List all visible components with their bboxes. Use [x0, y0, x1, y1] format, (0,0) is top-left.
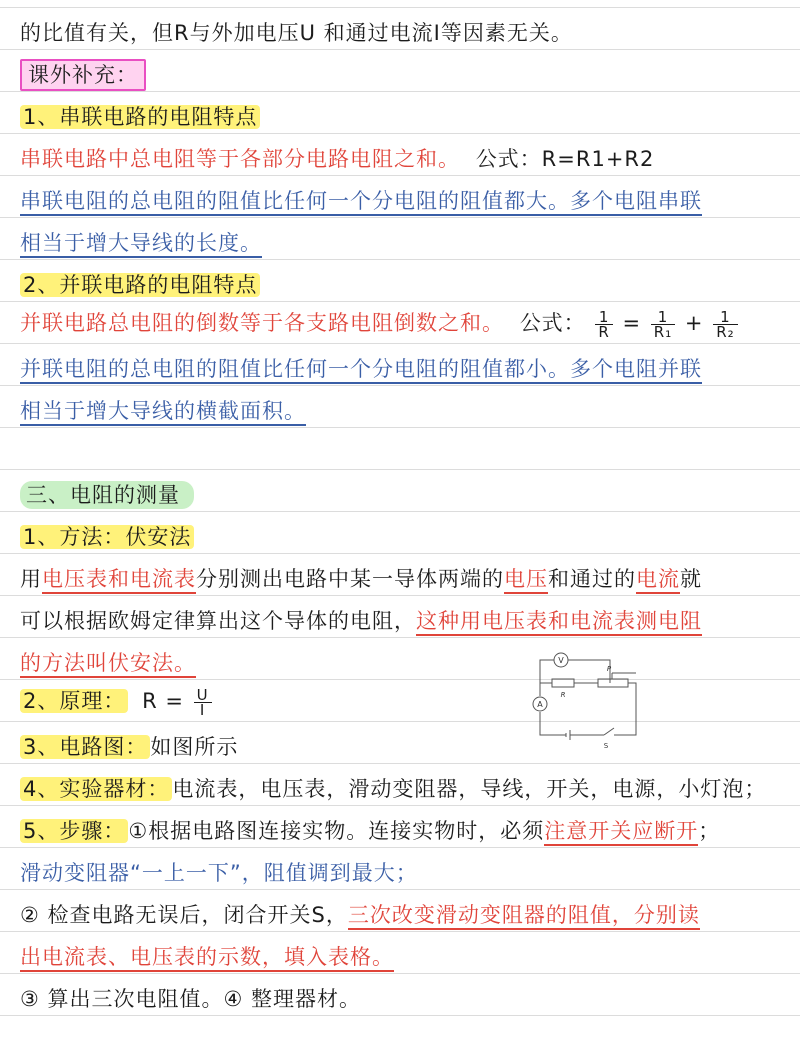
text-line — [20, 354, 782, 384]
voltmeter-label: V — [558, 656, 564, 665]
denominator: R₂ — [716, 322, 735, 341]
resistor-label: R — [560, 691, 566, 699]
numerator: 1 — [651, 310, 675, 325]
series-formula: 公式：R=R1+R2 — [475, 147, 655, 171]
text-line — [20, 228, 782, 258]
text-line — [20, 900, 782, 930]
highlight-step-2: 三次改变滑动变阻器的阻值，分别读 — [348, 903, 700, 930]
ohm-fraction — [194, 685, 212, 719]
ohm-formula-lhs: R = — [142, 689, 184, 713]
numerator: 1 — [595, 310, 612, 325]
parallel-formula-label: 公式： — [519, 311, 586, 335]
numerator: 1 — [713, 310, 737, 325]
parallel-explain: 并联电阻的总电阻的阻值比任何一个分电阻的阻值都小。多个电阻并联 — [20, 357, 702, 384]
formula-plus: + — [684, 311, 704, 335]
text-fragment: 分别测出电路中某一导体两端的 — [196, 567, 504, 591]
highlight-method-2: 的方法叫伏安法。 — [20, 651, 196, 678]
series-explain-2: 相当于增大导线的长度。 — [20, 231, 262, 258]
text-line — [20, 984, 782, 1014]
text-line — [20, 816, 782, 846]
formula-equals: = — [622, 311, 642, 335]
text-fragment: ； — [698, 819, 721, 843]
method-heading: 1、方法：伏安法 — [20, 525, 194, 549]
series-heading: 1、串联电路的电阻特点 — [20, 105, 260, 129]
denominator: R₁ — [653, 322, 673, 341]
highlight-voltage: 电压 — [504, 567, 548, 594]
text-line — [20, 18, 782, 48]
text-line — [20, 308, 782, 339]
text-line — [20, 522, 782, 552]
step-3-4: ③ 算出三次电阻值。④ 整理器材。 — [20, 987, 362, 1011]
formula-fraction — [595, 307, 612, 341]
step-2: ② 检查电路无误后，闭合开关S， — [20, 903, 348, 927]
switch-label: S — [603, 742, 609, 750]
parallel-heading: 2、并联电路的电阻特点 — [20, 273, 260, 297]
ammeter-label: A — [537, 700, 543, 709]
principle-heading: 2、原理： — [20, 689, 128, 713]
formula-fraction — [713, 307, 737, 341]
formula-fraction — [651, 307, 675, 341]
text-line — [20, 564, 782, 594]
text-line — [20, 774, 782, 804]
rheostat-label: P — [606, 665, 612, 673]
supplement-heading: 课外补充： — [20, 59, 146, 91]
text-fragment: 就 — [680, 567, 702, 591]
text-line — [20, 648, 782, 678]
diagram-note: 如图所示 — [150, 735, 239, 759]
highlight-switch-open: 注意开关应断开 — [544, 819, 698, 846]
text-line — [20, 480, 782, 510]
parallel-rule: 并联电路总电阻的倒数等于各支路电阻倒数之和。 — [20, 311, 504, 335]
text-line — [20, 686, 782, 717]
text-line — [20, 606, 782, 636]
step-1-rheostat: 滑动变阻器“一上一下”，阻值调到最大； — [20, 861, 418, 885]
highlight-step-2b: 出电流表、电压表的示数，填入表格。 — [20, 945, 394, 972]
section-heading-measurement: 三、电阻的测量 — [20, 481, 194, 509]
highlight-meters: 电压表和电流表 — [42, 567, 196, 594]
equipment-list: 电流表，电压表，滑动变阻器，导线，开关，电源，小灯泡； — [172, 777, 767, 801]
text-fragment: 可以根据欧姆定律算出这个导体的电阻， — [20, 609, 416, 633]
text-line — [20, 732, 782, 762]
text-line — [20, 270, 782, 300]
highlight-method: 这种用电压表和电流表测电阻 — [416, 609, 702, 636]
series-explain: 串联电阻的总电阻的阻值比任何一个分电阻的阻值都大。多个电阻串联 — [20, 189, 702, 216]
text-fragment: 和通过的 — [548, 567, 636, 591]
numerator: U — [194, 688, 212, 703]
text-line — [20, 942, 782, 972]
text-line — [20, 396, 782, 426]
parallel-explain-2: 相当于增大导线的横截面积。 — [20, 399, 306, 426]
text-fragment: 用 — [20, 567, 42, 591]
series-rule: 串联电路中总电阻等于各部分电路电阻之和。 — [20, 147, 460, 171]
diagram-heading: 3、电路图： — [20, 735, 150, 759]
equipment-heading: 4、实验器材： — [20, 777, 172, 801]
highlight-current: 电流 — [636, 567, 680, 594]
text-line — [20, 60, 782, 90]
text-line — [20, 186, 782, 216]
step-1: ①根据电路图连接实物。连接实物时，必须 — [128, 819, 545, 843]
denominator: R — [598, 322, 610, 341]
denominator: I — [199, 700, 206, 719]
text-line — [20, 144, 782, 174]
circuit-diagram — [526, 640, 644, 750]
text-ohm-note: 的比值有关，但R与外加电压U 和通过电流I等因素无关。 — [20, 21, 573, 45]
text-line — [20, 102, 782, 132]
text-line — [20, 858, 782, 888]
steps-heading: 5、步骤： — [20, 819, 128, 843]
